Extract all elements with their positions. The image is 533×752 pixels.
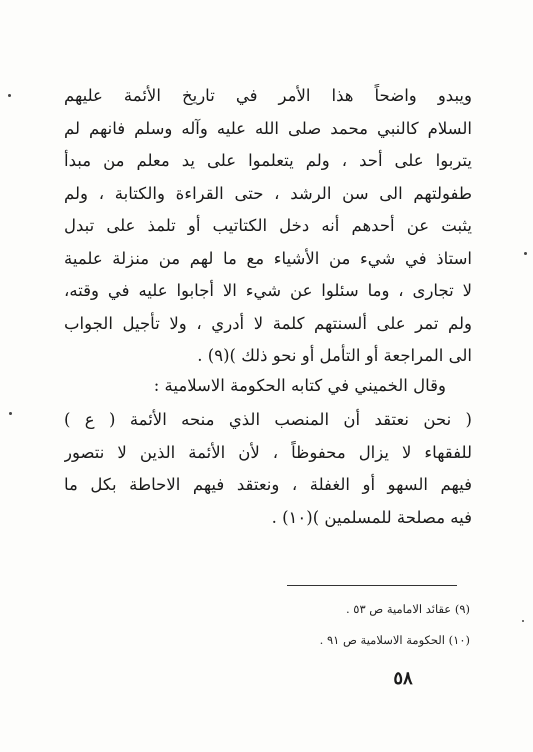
paragraph-line: وقال الخميني في كتابه الحكومة الاسلامية : — [153, 376, 446, 395]
paragraph-line: للفقهاء لا يزال محفوظاً ، لأن الأئمة الذين لا نتصور — [64, 442, 472, 462]
paragraph-line: يثبت عن أحدهم أنه دخل الكتاتيب أو تلمذ على تبدل — [64, 216, 472, 235]
paragraph-line: استاذ في شيء من الأشياء مع ما لهم من منزلة علمية — [64, 248, 472, 268]
paragraph-line: السلام كالنبي محمد صلى الله عليه وآله وسلم فانهم لم — [64, 118, 472, 138]
scan-speck — [9, 412, 12, 415]
paragraph-2 — [64, 370, 472, 403]
scan-speck — [524, 252, 527, 255]
quotation-paragraph — [64, 404, 472, 534]
page-number: ٥٨ — [393, 668, 413, 689]
paragraph-line: الى المراجعة أو التأمل أو نحو ذلك )(٩) . — [197, 346, 472, 365]
footnote-10: (١٠) الحكومة الاسلامية ص ٩١ . — [319, 633, 470, 647]
footnotes — [270, 594, 470, 656]
scan-speck — [8, 94, 11, 97]
paragraph-line: لا تجارى ، وما سئلوا عن شيء الا أجابوا عليه في وقته، — [64, 281, 472, 300]
paragraph-line: ولم تمر على ألسنتهم كلمة لا أدري ، ولا تأجيل الجواب — [64, 313, 472, 333]
paragraph-line: ( نحن نعتقد أن المنصب الذي منحه الأئمة ( ع ) — [64, 410, 472, 429]
footnote-9: (٩) عقائد الامامية ص ٥٣ . — [345, 602, 470, 616]
paragraph-line: يتربوا على أحد ، ولم يتعلموا على يد معلم من مبدأ — [64, 151, 472, 170]
paragraph-line: فيهم السهو أو الغفلة ، ونعتقد فيهم الاحاطة بكل ما — [64, 475, 472, 494]
paragraph-line: ويبدو واضحاً هذا الأمر في تاريخ الأئمة عليهم — [64, 86, 472, 105]
paragraph-1 — [64, 80, 472, 373]
paragraph-line: فيه مصلحة للمسلمين )(١٠) . — [271, 507, 472, 527]
footnote-separator — [287, 585, 457, 586]
paragraph-line: طفولتهم الى سن الرشد ، حتى القراءة والكتابة ، ولم — [64, 183, 472, 203]
scan-speck — [522, 620, 524, 622]
